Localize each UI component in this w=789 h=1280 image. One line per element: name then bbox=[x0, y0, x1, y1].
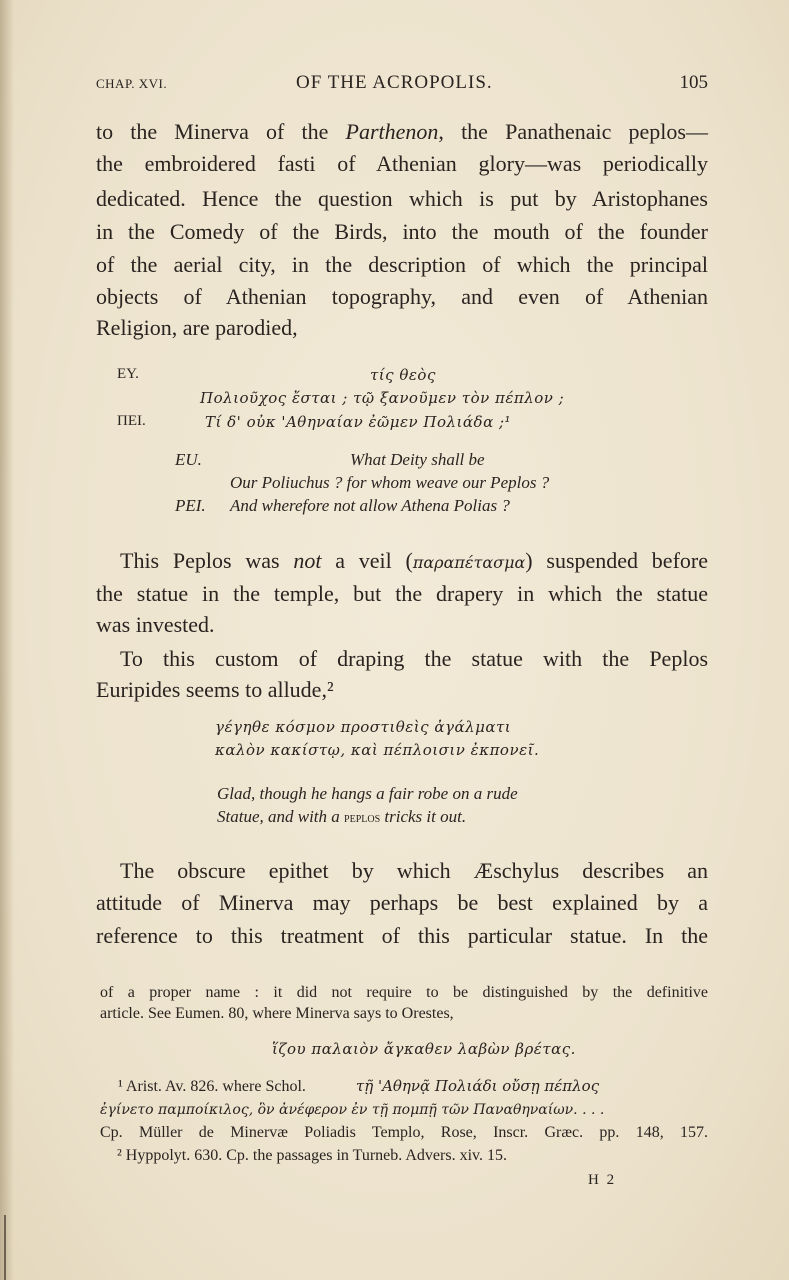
text-line: was invested. bbox=[96, 612, 215, 637]
footnote-line: ² Hyppolyt. 630. Cp. the passages in Turneb. Advers. xiv. 15. bbox=[117, 1147, 507, 1164]
text-line: This Peplos was not a veil (παραπέτασμα) suspended before bbox=[120, 548, 708, 573]
text-line: the embroidered fasti of Athenian glory—was periodically bbox=[96, 151, 708, 176]
text-line: in the Comedy of the Birds, into the mouth of the founder bbox=[96, 219, 708, 244]
speaker-label: EU. bbox=[175, 450, 202, 469]
page-number: 105 bbox=[679, 72, 708, 93]
running-title: OF THE ACROPOLIS. bbox=[296, 72, 493, 93]
running-head bbox=[96, 72, 708, 98]
footnote-line: of a proper name : it did not require to be distinguished by the definitive bbox=[100, 984, 708, 1001]
footnote-line: ¹ Arist. Av. 826. where Schol. τῇ 'Αθηνᾷ Πολιάδι οὔσῃ πέπλος bbox=[118, 1077, 600, 1095]
translation-verse: Statue, and with a peplos tricks it out. bbox=[217, 807, 467, 826]
text-line: The obscure epithet by which Æschylus describes an bbox=[120, 858, 708, 883]
text-line: dedicated. Hence the question which is put by Aristophanes bbox=[96, 186, 708, 211]
binding-edge bbox=[4, 1215, 6, 1280]
translation-verse: And wherefore not allow Athena Polias ? bbox=[230, 496, 510, 515]
footnote-line: Cp. Müller de Minervæ Poliadis Templo, Rose, Inscr. Græc. pp. 148, 157. bbox=[100, 1124, 708, 1141]
text-line: To this custom of draping the statue with the Peplos bbox=[120, 646, 708, 671]
translation-verse: What Deity shall be bbox=[350, 450, 485, 469]
binding-shadow bbox=[0, 0, 14, 1280]
greek-verse: Τί δ' οὐκ 'Αθηναίαν ἐῶμεν Πολιάδα ;¹ bbox=[205, 413, 512, 431]
signature-mark: H 2 bbox=[588, 1172, 617, 1188]
footnote-line: ἐγίνετο παμποίκιλος, ὃν ἀνέφερον ἐν τῇ πομπῇ τῶν Παναθηναίων. . . . bbox=[100, 1102, 605, 1118]
speaker-label: ΕΥ. bbox=[117, 366, 139, 382]
text-line: objects of Athenian topography, and even of Athenian bbox=[96, 284, 708, 309]
speaker-label: PEI. bbox=[175, 496, 206, 515]
text-line: attitude of Minerva may perhaps be best explained by a bbox=[96, 890, 708, 915]
greek-verse: τίς θεὸς bbox=[370, 366, 436, 384]
text-line: Religion, are parodied, bbox=[96, 315, 298, 340]
greek-verse: Πολιοῦχος ἔσται ; τῷ ξανοῦμεν τὸν πέπλον ; bbox=[200, 389, 565, 407]
translation-verse: Glad, though he hangs a fair robe on a rude bbox=[217, 784, 518, 803]
text-line: the statue in the temple, but the drapery in which the statue bbox=[96, 581, 708, 606]
text-line: Euripides seems to allude,² bbox=[96, 677, 334, 702]
text-line: reference to this treatment of this particular statue. In the bbox=[96, 923, 708, 948]
speaker-label: ΠΕΙ. bbox=[117, 413, 146, 429]
footnote-line: article. See Eumen. 80, where Minerva says to Orestes, bbox=[100, 1005, 454, 1022]
translation-verse: Our Poliuchus ? for whom weave our Peplos ? bbox=[230, 473, 550, 492]
text-line: to the Minerva of the Parthenon, the Panathenaic peplos— bbox=[96, 119, 708, 144]
text-line: of the aerial city, in the description of which the principal bbox=[96, 252, 708, 277]
greek-verse: γέγηθε κόσμον προστιθεὶς ἀγάλματι bbox=[215, 718, 512, 736]
greek-verse: ἵζου παλαιὸν ἄγκαθεν λαβὼν βρέτας. bbox=[272, 1040, 576, 1058]
greek-verse: καλὸν κακίστῳ, καὶ πέπλοισιν ἐκπονεῖ. bbox=[215, 741, 540, 759]
chapter-label: CHAP. XVI. bbox=[96, 76, 168, 91]
